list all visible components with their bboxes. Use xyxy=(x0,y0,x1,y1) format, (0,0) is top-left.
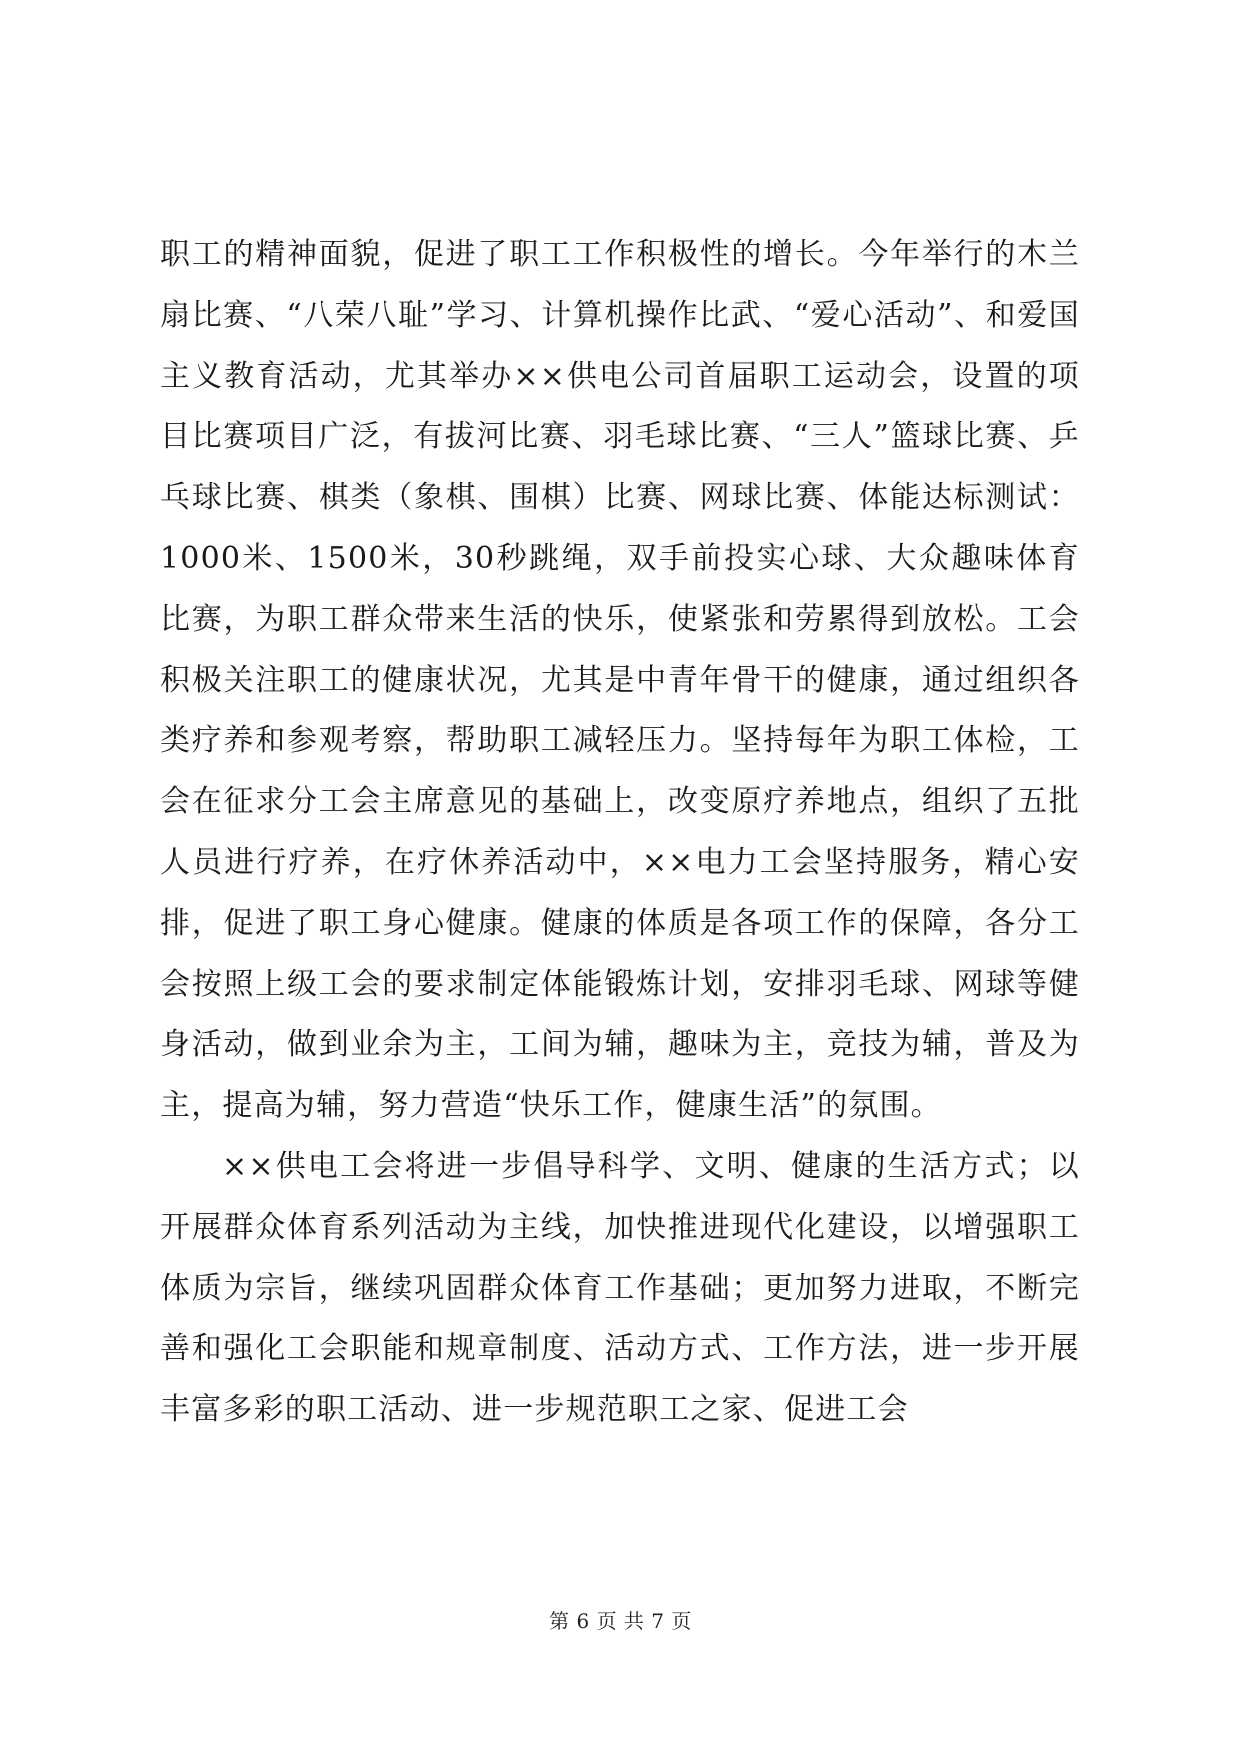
page-number-footer: 第 6 页 共 7 页 xyxy=(549,1609,692,1633)
document-body xyxy=(160,225,1080,1441)
body-paragraph-2: ××供电工会将进一步倡导科学、文明、健康的生活方式；以开展群众体育系列活动为主线，加快推进现代化建设，以增强职工体质为宗旨，继续巩固群众体育工作基础；更加努力进取，不断完善和强化工会职能和规章制度、活动方式、工作方法，进一步开展丰富多彩的职工活动、进一步规范职工之家、促进工会 xyxy=(160,1148,1080,1428)
body-paragraph-1: 职工的精神面貌，促进了职工工作积极性的增长。今年举行的木兰扇比赛、“八荣八耻”学习、计算机操作比武、“爱心活动”、和爱国主义教育活动，尤其举办××供电公司首届职工运动会，设置的项目比赛项目广泛，有拔河比赛、羽毛球比赛、“三人”篮球比赛、乒乓球比赛、棋类（象棋、围棋）比赛、网球比赛、体能达标测试：1000米、1500米，30秒跳绳，双手前投实心球、大众趣味体育比赛，为职工群众带来生活的快乐，使紧张和劳累得到放松。工会积极关注职工的健康状况，尤其是中青年骨干的健康，通过组织各类疗养和参观考察，帮助职工减轻压力。坚持每年为职工体检，工会在征求分工会主席意见的基础上，改变原疗养地点，组织了五批人员进行疗养，在疗休养活动中，××电力工会坚持服务，精心安排，促进了职工身心健康。健康的体质是各项工作的保障，各分工会按照上级工会的要求制定体能锻炼计划，安排羽毛球、网球等健身活动，做到业余为主，工间为辅，趣味为主，竞技为辅，普及为主，提高为辅，努力营造“快乐工作，健康生活”的氛围。 xyxy=(160,237,1080,1124)
